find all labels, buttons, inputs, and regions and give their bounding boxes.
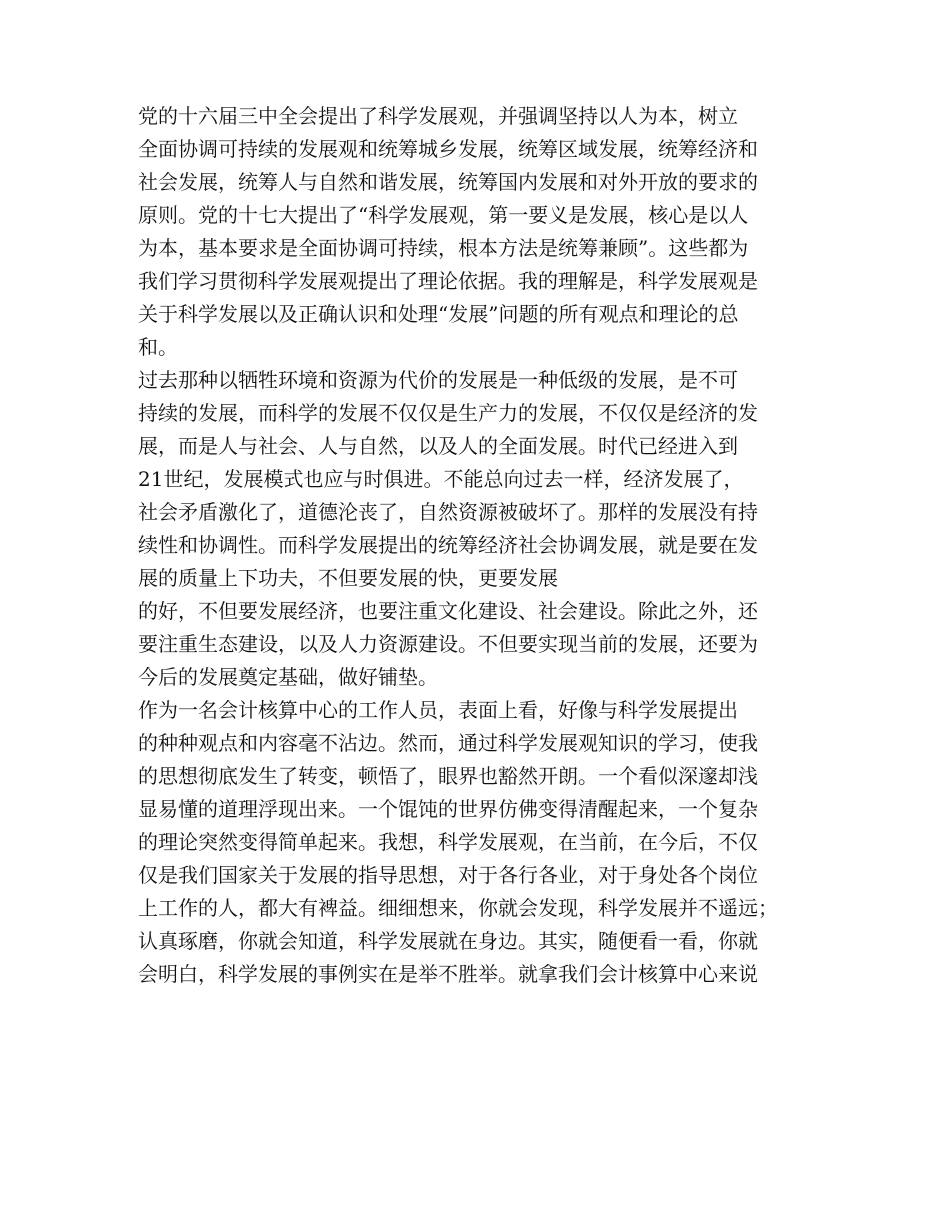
text-line: 上工作的人，都大有裨益。细细想来，你就会发现，科学发展并不遥远； [138, 896, 778, 920]
text-line: 展，而是人与社会、人与自然，以及人的全面发展。时代已经进入到 [138, 434, 738, 458]
text-line: 展的质量上下功夫，不但要发展的快，更要发展 [138, 566, 558, 590]
text-line: 会明白，科学发展的事例实在是举不胜举。就拿我们会计核算中心来说 [138, 962, 758, 986]
text-line: 我们学习贯彻科学发展观提出了理论依据。我的理解是，科学发展观是 [138, 269, 758, 293]
text-line: 续性和协调性。而科学发展提出的统筹经济社会协调发展，就是要在发 [138, 533, 758, 557]
text-line: 要注重生态建设，以及人力资源建设。不但要实现当前的发展，还要为 [138, 632, 758, 656]
text-line: 过去那种以牺牲环境和资源为代价的发展是一种低级的发展，是不可 [138, 368, 738, 392]
text-line: 的思想彻底发生了转变，顿悟了，眼界也豁然开朗。一个看似深邃却浅 [138, 764, 758, 788]
text-line: 认真琢磨，你就会知道，科学发展就在身边。其实，随便看一看，你就 [138, 929, 758, 953]
text-line: 的理论突然变得简单起来。我想，科学发展观，在当前，在今后，不仅 [138, 830, 758, 854]
text-line: 显易懂的道理浮现出来。一个馄饨的世界仿佛变得清醒起来，一个复杂 [138, 797, 758, 821]
text-line: 持续的发展，而科学的发展不仅仅是生产力的发展，不仅仅是经济的发 [138, 401, 758, 425]
document-body [138, 100, 814, 991]
text-line: 社会发展，统筹人与自然和谐发展，统筹国内发展和对外开放的要求的 [138, 170, 758, 194]
text-line: 党的十六届三中全会提出了科学发展观，并强调坚持以人为本，树立 [138, 104, 738, 128]
text-line: 仅是我们国家关于发展的指导思想，对于各行各业，对于身处各个岗位 [138, 863, 758, 887]
text-line: 全面协调可持续的发展观和统筹城乡发展，统筹区域发展，统筹经济和 [138, 137, 758, 161]
text-line: 21世纪，发展模式也应与时俱进。不能总向过去一样，经济发展了， [138, 467, 744, 491]
text-line: 作为一名会计核算中心的工作人员，表面上看，好像与科学发展提出 [138, 698, 738, 722]
text-line: 关于科学发展以及正确认识和处理“发展”问题的所有观点和理论的总 [138, 302, 739, 326]
text-line: 的种种观点和内容毫不沾边。然而，通过科学发展观知识的学习，使我 [138, 731, 758, 755]
text-line: 为本，基本要求是全面协调可持续，根本方法是统筹兼顾”。这些都为 [138, 236, 749, 260]
text-line: 的好，不但要发展经济，也要注重文化建设、社会建设。除此之外，还 [138, 599, 758, 623]
text-line: 原则。党的十七大提出了“科学发展观，第一要义是发展，核心是以人 [138, 203, 749, 227]
text-line: 和。 [138, 335, 178, 359]
text-line: 社会矛盾激化了，道德沦丧了，自然资源被破坏了。那样的发展没有持 [138, 500, 758, 524]
text-line: 今后的发展奠定基础，做好铺垫。 [138, 665, 438, 689]
